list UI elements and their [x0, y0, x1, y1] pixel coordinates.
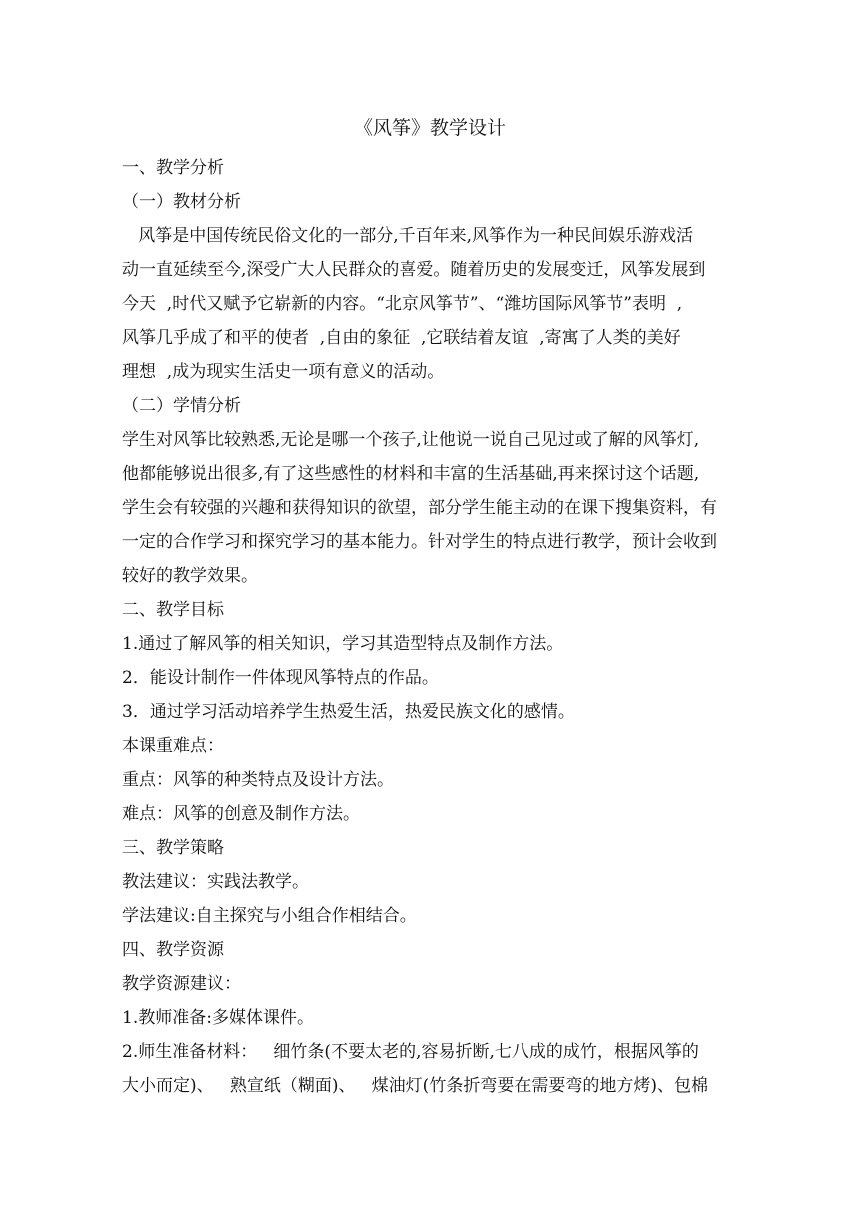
- text-line: 本课重难点：: [122, 736, 224, 756]
- subsection-heading-students: （二）学情分析: [122, 396, 241, 416]
- list-item: 3．通过学习活动培养学生热爱生活，热爱民族文化的感情。: [122, 702, 575, 722]
- document-body: [122, 151, 738, 1103]
- document-title: 《风筝》教学设计: [353, 117, 506, 139]
- paragraph-line: 他都能够说出很多,有了这些感性的材料和丰富的生活基础,再来探讨这个话题,: [122, 464, 700, 484]
- section-heading-strategy: 三、教学策略: [122, 838, 224, 858]
- paragraph-line: 大小而定)、 熟宣纸（糊面)、 煤油灯(竹条折弯要在需要弯的地方烤)、包棉: [122, 1076, 708, 1096]
- subsection-heading-material: （一）教材分析: [122, 192, 241, 212]
- paragraph-line: 理想 ,成为现实生活史一项有意义的活动。: [122, 362, 445, 382]
- list-item: 2.师生准备材料： 细竹条(不要太老的,容易折断,七八成的成竹，根据风筝的: [122, 1042, 699, 1062]
- paragraph-line: 风筝几乎成了和平的使者 ,自由的象征 ,它联结着友谊 ,寄寓了人类的美好: [122, 328, 681, 348]
- text-line: 重点：风筝的种类特点及设计方法。: [122, 770, 394, 790]
- paragraph-line: 学生会有较强的兴趣和获得知识的欲望，部分学生能主动的在课下搜集资料，有: [122, 498, 717, 518]
- paragraph-line: 较好的教学效果。: [122, 566, 258, 586]
- paragraph-line: 风筝是中国传统民俗文化的一部分,千百年来,风筝作为一种民间娱乐游戏活: [122, 226, 694, 246]
- text-line: 难点：风筝的创意及制作方法。: [122, 804, 360, 824]
- text-line: 教学资源建议：: [122, 974, 241, 994]
- section-heading-resources: 四、教学资源: [122, 940, 224, 960]
- paragraph-line: 一定的合作学习和探究学习的基本能力。针对学生的特点进行教学，预计会收到: [122, 532, 717, 552]
- paragraph-line: 学生对风筝比较熟悉,无论是哪一个孩子,让他说一说自己见过或了解的风筝灯,: [122, 430, 700, 450]
- paragraph-line: 动一直延续至今,深受广大人民群众的喜爱。随着历史的发展变迁，风筝发展到: [122, 260, 706, 280]
- paragraph-line: 今天 ,时代又赋予它崭新的内容。“北京风筝节”、“潍坊国际风筝节”表明 ,: [122, 294, 683, 314]
- list-item: 1.通过了解风筝的相关知识，学习其造型特点及制作方法。: [122, 634, 564, 654]
- text-line: 教法建议：实践法教学。: [122, 872, 309, 892]
- list-item: 2．能设计制作一件体现风筝特点的作品。: [122, 668, 439, 688]
- section-heading-analysis: 一、教学分析: [122, 158, 224, 178]
- section-heading-goals: 二、教学目标: [122, 600, 224, 620]
- text-line: 学法建议:自主探究与小组合作相结合。: [122, 906, 417, 926]
- list-item: 1.教师准备:多媒体课件。: [122, 1008, 314, 1028]
